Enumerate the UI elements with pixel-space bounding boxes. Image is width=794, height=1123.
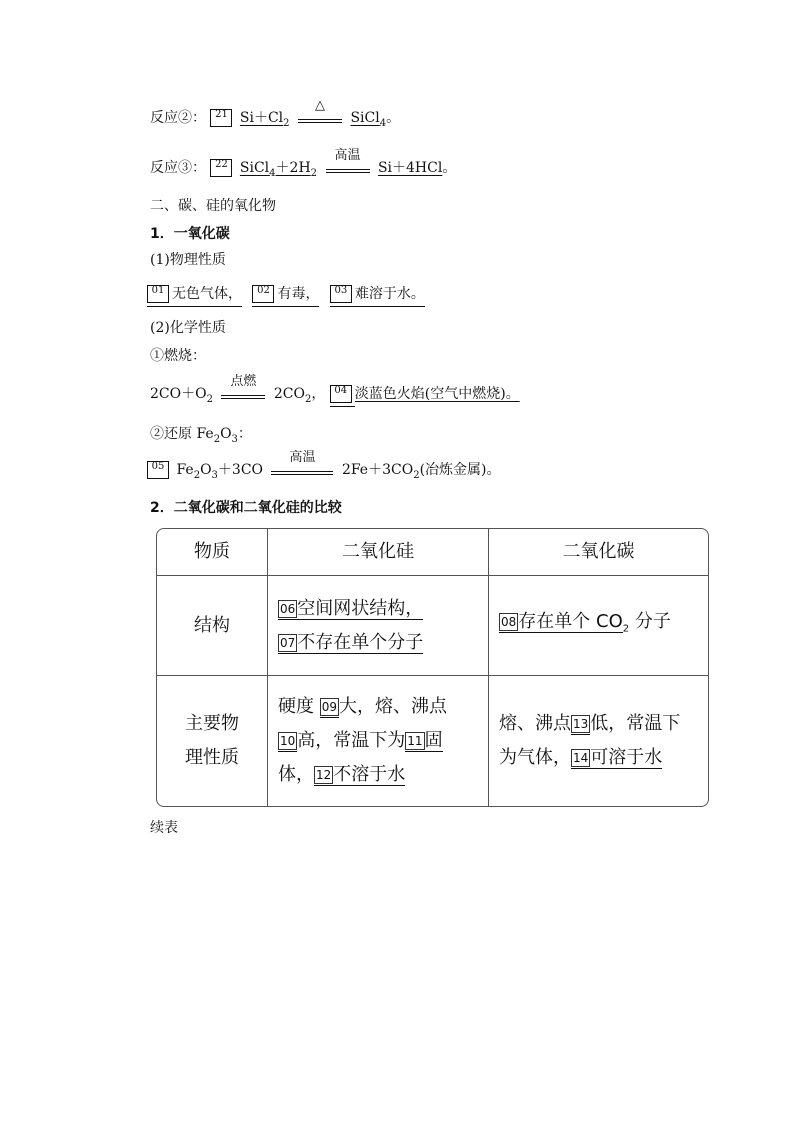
continued-label: 续表 bbox=[150, 820, 178, 836]
answer-number-box: 21 bbox=[210, 109, 232, 127]
co-title: 1．一氧化碳 bbox=[150, 226, 230, 242]
sio2-physical: 硬度 09 大，熔、沸点 10 高，常温下为 11 固 体， 12 不溶于水 bbox=[268, 676, 489, 806]
reaction-2-rhs: SiCl$_4$ bbox=[350, 110, 387, 129]
answer-number-box: 07 bbox=[280, 635, 296, 650]
answer-number-box: 09 bbox=[321, 700, 338, 714]
co2-structure: 08 存在单个 $CO_2$ 分子 bbox=[489, 576, 708, 676]
reaction-arrow bbox=[221, 374, 265, 404]
answer-number-box: 22 bbox=[210, 159, 232, 177]
answer-blank: 02 有毒， bbox=[252, 284, 319, 307]
table-header-row bbox=[157, 529, 708, 576]
answer-number-box: 14 bbox=[573, 751, 589, 765]
reaction-arrow bbox=[326, 148, 370, 178]
header-sio2: 二氧化硅 bbox=[268, 529, 489, 576]
comparison-table bbox=[156, 528, 709, 807]
reaction-arrow bbox=[271, 450, 333, 480]
answer-number-box: 12 bbox=[316, 768, 332, 782]
co-chem-title: (2)化学性质 bbox=[150, 320, 226, 336]
table-row bbox=[157, 676, 708, 806]
reaction-arrow bbox=[298, 98, 342, 128]
answer-blank: 03 难溶于水。 bbox=[330, 284, 425, 307]
heat-condition: △ bbox=[315, 98, 325, 113]
co-phys-line bbox=[147, 284, 425, 307]
answer-number-box: 10 bbox=[280, 734, 296, 748]
co-phys-title: (1)物理性质 bbox=[150, 252, 226, 268]
reaction-2-label: 反应②： bbox=[150, 110, 206, 126]
sio2-structure: 06 空间网状结构， 07 不存在单个分子 bbox=[268, 576, 489, 676]
flame-note: 淡蓝色火焰(空气中燃烧)。 bbox=[354, 386, 520, 402]
ignition-condition: 点燃 bbox=[230, 374, 257, 389]
row-label-structure: 结构 bbox=[157, 576, 268, 676]
answer-number-box: 08 bbox=[501, 614, 517, 629]
co-burn-title: ①燃烧： bbox=[150, 348, 206, 364]
header-co2: 二氧化碳 bbox=[489, 529, 708, 576]
compare-title: 2．二氧化碳和二氧化硅的比较 bbox=[150, 500, 342, 516]
answer-number-box: 01 bbox=[147, 285, 169, 303]
row-label-physical: 主要物 理性质 bbox=[157, 676, 268, 806]
co2-physical: 熔、沸点 13 低，常温下 为气体， 14 可溶于水 bbox=[499, 713, 681, 768]
reaction-2-lhs: $Si+Cl_2$ bbox=[239, 110, 290, 129]
answer-number-box: 03 bbox=[330, 285, 352, 303]
co-reduce-title: ②还原 $Fe_2O_3$： bbox=[150, 426, 252, 445]
reaction-3-rhs: Si＋4HCl bbox=[377, 160, 443, 176]
answer-number-box: 06 bbox=[280, 601, 296, 616]
high-temp-condition: 高温 bbox=[289, 450, 316, 465]
answer-number-box: 13 bbox=[573, 717, 589, 731]
reaction-3-label: 反应③： bbox=[150, 160, 206, 176]
table-row bbox=[157, 576, 708, 676]
header-substance: 物质 bbox=[157, 529, 268, 576]
answer-number-box: 05 bbox=[147, 461, 169, 479]
high-temp-condition: 高温 bbox=[334, 148, 361, 163]
answer-blank bbox=[330, 384, 355, 407]
answer-number-box: 11 bbox=[407, 734, 423, 748]
co-burn-equation: $2CO+O_2$ 点燃 $2CO_2$， 04 淡蓝色火焰(空气中燃烧)。 bbox=[150, 384, 520, 410]
answer-number-box: 02 bbox=[252, 285, 274, 303]
section-title: 二、碳、硅的氧化物 bbox=[150, 198, 276, 214]
co-reduce-equation: 05 $Fe_2O_3+3CO$ 高温 $2Fe+3CO_2$(冶炼金属)。 bbox=[147, 460, 501, 486]
answer-blank: 01 无色气体， bbox=[147, 284, 242, 307]
reaction-3-lhs: $SiCl_4+2H_2$ bbox=[239, 160, 318, 179]
answer-number-box: 04 bbox=[330, 385, 352, 403]
reaction-2: 反应②： 21 $Si+Cl_2$ △ SiCl$_4$。 bbox=[150, 98, 401, 129]
reaction-3: 反应③： 22 $SiCl_4+2H_2$ 高温 Si＋4HCl。 bbox=[150, 148, 457, 179]
